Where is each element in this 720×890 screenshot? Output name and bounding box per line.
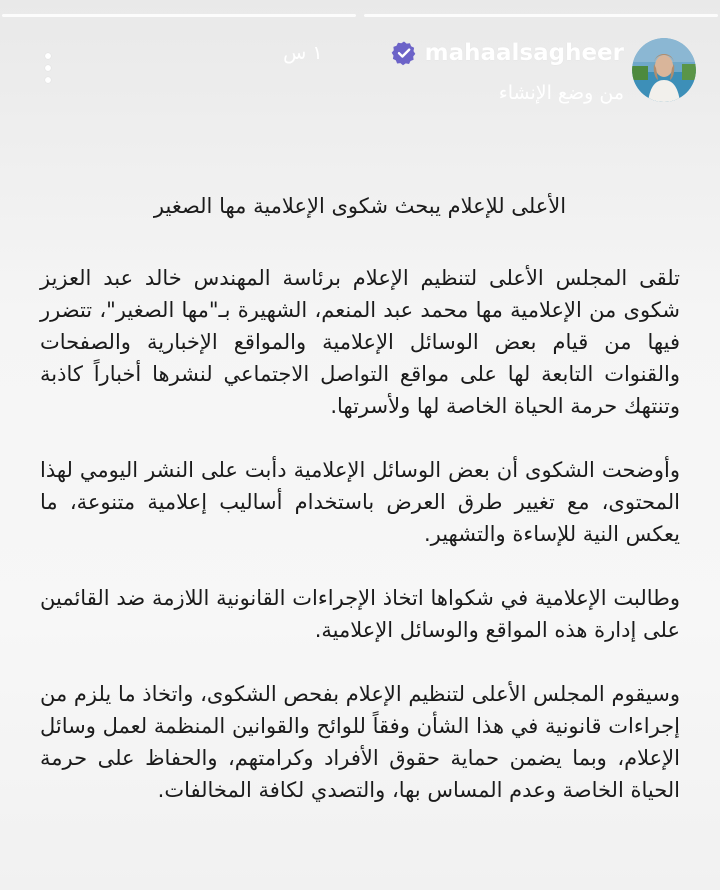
more-vertical-icon[interactable] — [38, 50, 58, 86]
menu-dot — [45, 53, 51, 59]
story-audience-label: من وضع الإنشاء — [498, 82, 624, 104]
article-paragraph: وسيقوم المجلس الأعلى لتنظيم الإعلام بفحص الشكوى، واتخاذ ما يلزم من إجراءات قانونية في هذا الشأن وفقاً للوائح والقوانين المنظمة لعمل وسائل الإعلام، وبما يضمن حماية حقوق الأفراد وكرامتهم، والحفاظ على حرمة الحياة الخاصة وعدم المساس بها، والتصدي لكافة المخالفات. — [39, 682, 680, 802]
progress-segment-1 — [2, 14, 356, 17]
story-progress-bar — [0, 14, 720, 18]
progress-segment-2 — [364, 14, 718, 17]
article-title: الأعلى للإعلام يبحث شكوى الإعلامية مها الصغير — [153, 194, 567, 218]
username-link[interactable]: mahaalsagheer — [424, 40, 624, 66]
article-paragraph: تلقى المجلس الأعلى لتنظيم الإعلام برئاسة المهندس خالد عبد العزيز شكوى من الإعلامية مها محمد عبد المنعم، الشهيرة بـ"مها الصغير"، تتضرر فيها من قيام بعض الوسائل الإعلامية والمواقع الإخبارية والصفحات والقنوات التابعة لها على مواقع التواصل الاجتماعي لنشرها أخباراً كاذبة وتنتهك حرمة الحياة الخاصة لها ولأسرتها. — [40, 266, 680, 418]
profile-avatar[interactable] — [632, 38, 696, 102]
verified-badge-icon — [391, 40, 417, 66]
article-paragraph: وطالبت الإعلامية في شكواها اتخاذ الإجراءات القانونية اللازمة ضد القائمين على إدارة هذه المواقع والوسائل الإعلامية. — [40, 586, 680, 642]
menu-dot — [45, 65, 51, 71]
story-header — [283, 38, 624, 68]
story-text-card — [40, 190, 680, 838]
article-paragraph: وأوضحت الشكوى أن بعض الوسائل الإعلامية دأبت على النشر اليومي لهذا المحتوى، مع تغيير طرق العرض باستخدام أساليب إعلامية متنوعة، ما يعكس النية للإساءة والتشهير. — [40, 458, 680, 546]
story-timestamp: ١ س — [283, 42, 323, 64]
avatar-image — [632, 38, 696, 102]
menu-dot — [45, 77, 51, 83]
